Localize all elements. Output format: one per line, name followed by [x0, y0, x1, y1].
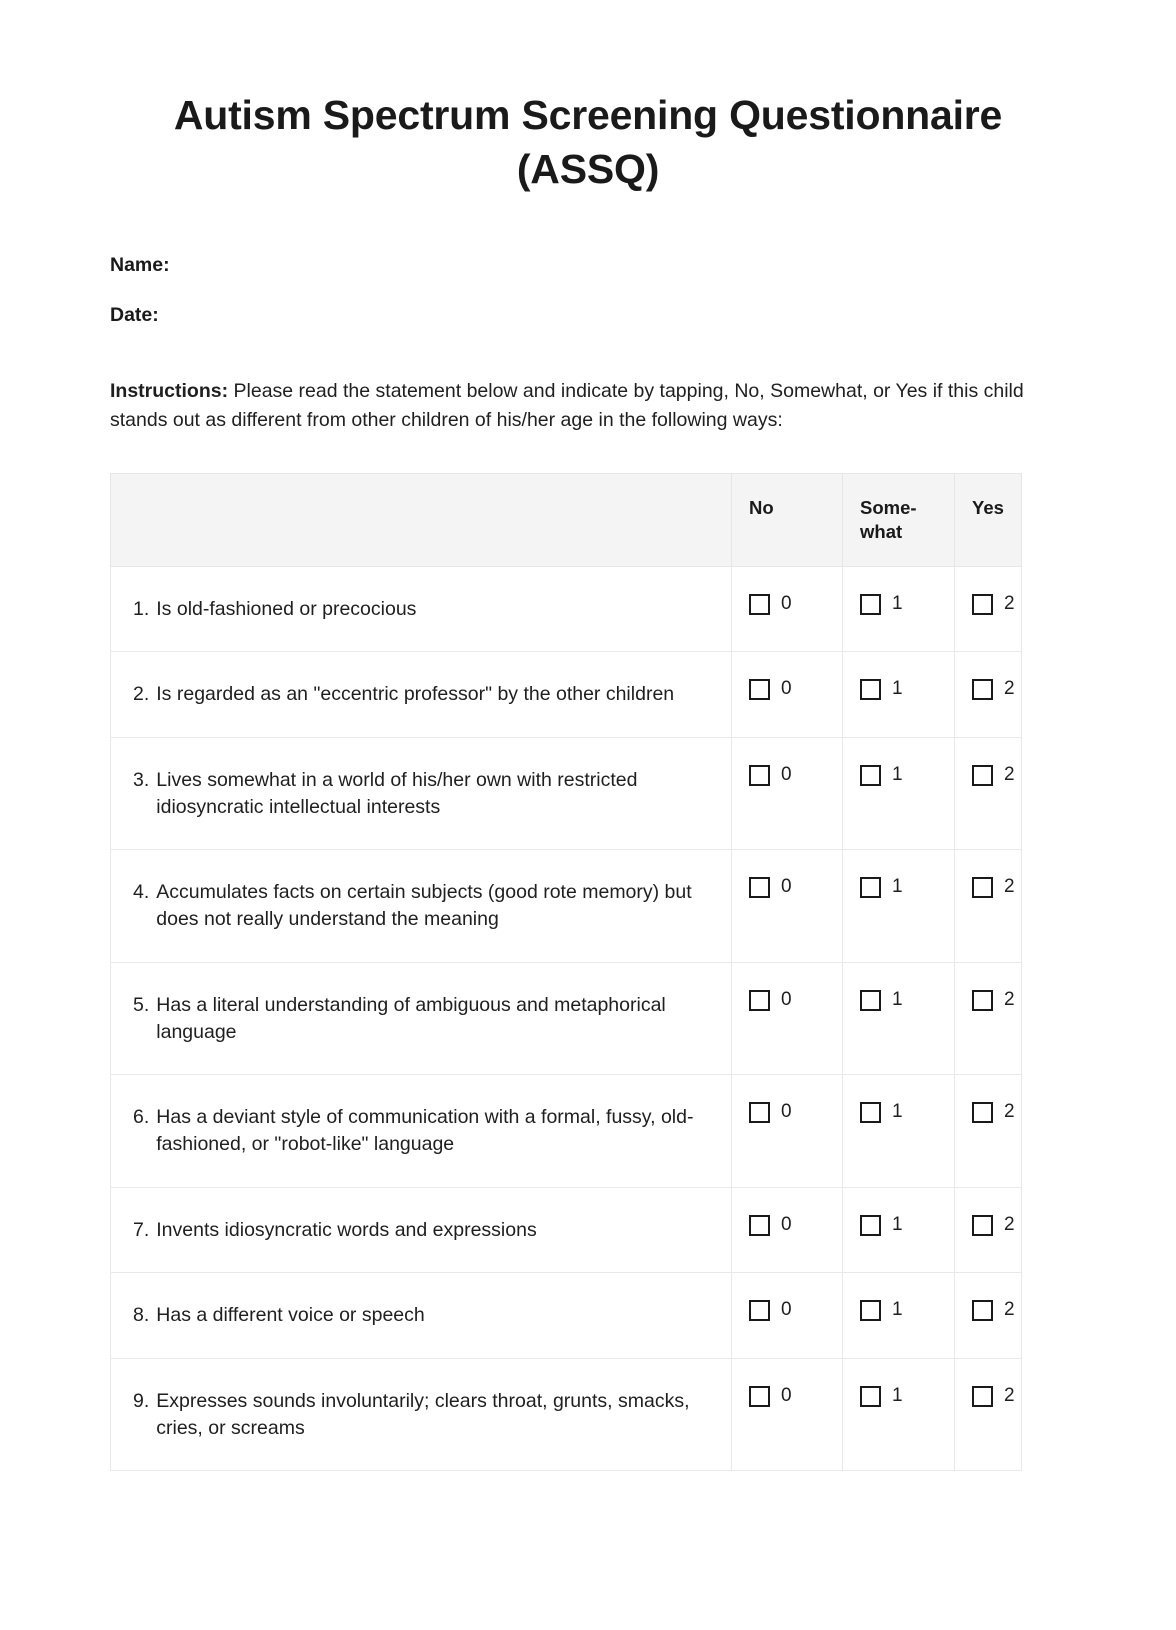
- column-header-yes: Yes: [955, 473, 1022, 566]
- option-somewhat[interactable]: [860, 1102, 903, 1123]
- question-line: [133, 767, 709, 820]
- question-text: Accumulates facts on certain subjects (good rote memory) but does not really understand the meaning: [156, 881, 692, 931]
- score-label-somewhat: 1: [892, 988, 903, 1010]
- checkbox-yes[interactable]: [972, 990, 993, 1011]
- option-no[interactable]: [749, 1300, 792, 1321]
- score-label-somewhat: 1: [892, 764, 903, 786]
- checkbox-somewhat[interactable]: [860, 765, 881, 786]
- option-somewhat[interactable]: [860, 679, 903, 700]
- score-label-somewhat: 1: [892, 1213, 903, 1235]
- checkbox-no[interactable]: [749, 1215, 770, 1236]
- score-label-somewhat: 1: [892, 1385, 903, 1407]
- option-no[interactable]: [749, 990, 792, 1011]
- option-cell-no[interactable]: [732, 738, 843, 850]
- option-somewhat[interactable]: [860, 1215, 903, 1236]
- option-cell-no[interactable]: [732, 1075, 843, 1187]
- question-cell: [111, 850, 732, 962]
- option-somewhat[interactable]: [860, 1300, 903, 1321]
- option-somewhat[interactable]: [860, 594, 903, 615]
- score-label-yes: 2: [1004, 988, 1015, 1010]
- option-yes[interactable]: [972, 1215, 1015, 1236]
- option-yes[interactable]: [972, 1102, 1015, 1123]
- option-somewhat[interactable]: [860, 765, 903, 786]
- question-text: Lives somewhat in a world of his/her own with restricted idiosyncratic intellectual interests: [156, 769, 638, 818]
- checkbox-yes[interactable]: [972, 1215, 993, 1236]
- table-header: [111, 473, 1022, 566]
- question-text: Invents idiosyncratic words and expressions: [156, 1218, 537, 1241]
- option-cell-no[interactable]: [732, 1273, 843, 1359]
- option-no[interactable]: [749, 877, 792, 898]
- option-cell-somewhat[interactable]: [843, 652, 955, 738]
- checkbox-yes[interactable]: [972, 1300, 993, 1321]
- option-cell-somewhat[interactable]: [843, 962, 955, 1074]
- option-yes[interactable]: [972, 679, 1015, 700]
- option-cell-somewhat[interactable]: [843, 738, 955, 850]
- column-header-question: [111, 473, 732, 566]
- question-line: [133, 879, 709, 932]
- question-line: [133, 1104, 709, 1157]
- score-label-no: 0: [781, 1101, 792, 1123]
- question-line: [133, 992, 709, 1045]
- table-body: [111, 566, 1022, 1471]
- option-cell-yes[interactable]: [955, 652, 1022, 738]
- option-cell-yes[interactable]: [955, 738, 1022, 850]
- question-line: [133, 1388, 709, 1441]
- question-cell: [111, 1075, 732, 1187]
- score-label-yes: 2: [1004, 1299, 1015, 1321]
- score-label-no: 0: [781, 1385, 792, 1407]
- checkbox-somewhat[interactable]: [860, 679, 881, 700]
- score-label-no: 0: [781, 876, 792, 898]
- question-number: 4.: [133, 881, 150, 904]
- question-number: 6.: [133, 1106, 150, 1129]
- table-row: [111, 738, 1022, 850]
- question-number: 7.: [133, 1218, 150, 1241]
- option-yes[interactable]: [972, 877, 1015, 898]
- table-header-row: [111, 473, 1022, 566]
- option-cell-somewhat[interactable]: [843, 566, 955, 652]
- score-label-no: 0: [781, 678, 792, 700]
- option-cell-somewhat[interactable]: [843, 850, 955, 962]
- question-cell: [111, 1187, 732, 1273]
- question-text: Has a different voice or speech: [156, 1304, 425, 1327]
- checkbox-somewhat[interactable]: [860, 877, 881, 898]
- page-title: Autism Spectrum Screening Questionnaire (ASSQ): [173, 92, 1003, 193]
- option-cell-somewhat[interactable]: [843, 1187, 955, 1273]
- question-text: Is old-fashioned or precocious: [156, 597, 417, 620]
- checkbox-no[interactable]: [749, 679, 770, 700]
- option-no[interactable]: [749, 679, 792, 700]
- score-label-yes: 2: [1004, 592, 1015, 614]
- option-somewhat[interactable]: [860, 990, 903, 1011]
- score-label-yes: 2: [1004, 678, 1015, 700]
- question-number: 9.: [133, 1390, 150, 1413]
- option-no[interactable]: [749, 1215, 792, 1236]
- checkbox-no[interactable]: [749, 1300, 770, 1321]
- checkbox-no[interactable]: [749, 1102, 770, 1123]
- option-cell-yes[interactable]: [955, 850, 1022, 962]
- option-yes[interactable]: [972, 1386, 1015, 1407]
- assq-question-table: [110, 473, 1022, 1472]
- option-no[interactable]: [749, 1102, 792, 1123]
- score-label-yes: 2: [1004, 1101, 1015, 1123]
- score-label-somewhat: 1: [892, 592, 903, 614]
- question-number: 1.: [133, 597, 150, 620]
- instructions-paragraph: [110, 377, 1035, 434]
- checkbox-no[interactable]: [749, 1386, 770, 1407]
- question-cell: [111, 962, 732, 1074]
- score-label-no: 0: [781, 764, 792, 786]
- checkbox-no[interactable]: [749, 990, 770, 1011]
- table-row: [111, 962, 1022, 1074]
- score-label-no: 0: [781, 988, 792, 1010]
- option-no[interactable]: [749, 594, 792, 615]
- option-cell-yes[interactable]: [955, 566, 1022, 652]
- column-header-somewhat: Some-what: [843, 473, 955, 566]
- question-cell: [111, 1273, 732, 1359]
- checkbox-yes[interactable]: [972, 594, 993, 615]
- option-no[interactable]: [749, 1386, 792, 1407]
- option-cell-yes[interactable]: [955, 1075, 1022, 1187]
- option-no[interactable]: [749, 765, 792, 786]
- table-row: [111, 1273, 1022, 1359]
- table-row: [111, 850, 1022, 962]
- option-somewhat[interactable]: [860, 877, 903, 898]
- checkbox-somewhat[interactable]: [860, 990, 881, 1011]
- option-somewhat[interactable]: [860, 1386, 903, 1407]
- table-row: [111, 1075, 1022, 1187]
- question-text: Expresses sounds involuntarily; clears throat, grunts, smacks, cries, or screams: [156, 1390, 690, 1439]
- date-field-label: Date:: [110, 304, 159, 327]
- score-label-yes: 2: [1004, 764, 1015, 786]
- score-label-yes: 2: [1004, 1385, 1015, 1407]
- question-line: [133, 1302, 709, 1329]
- option-cell-somewhat[interactable]: [843, 1359, 955, 1471]
- score-label-no: 0: [781, 1299, 792, 1321]
- option-cell-somewhat[interactable]: [843, 1273, 955, 1359]
- checkbox-yes[interactable]: [972, 877, 993, 898]
- checkbox-yes[interactable]: [972, 1102, 993, 1123]
- score-label-somewhat: 1: [892, 678, 903, 700]
- score-label-somewhat: 1: [892, 1299, 903, 1321]
- question-text: Is regarded as an "eccentric professor" by the other children: [156, 683, 675, 706]
- score-label-no: 0: [781, 592, 792, 614]
- table-row: [111, 566, 1022, 652]
- checkbox-yes[interactable]: [972, 1386, 993, 1407]
- question-text: Has a literal understanding of ambiguous and metaphorical language: [156, 993, 666, 1043]
- option-cell-no[interactable]: [732, 962, 843, 1074]
- option-yes[interactable]: [972, 765, 1015, 786]
- score-label-yes: 2: [1004, 876, 1015, 898]
- question-number: 3.: [133, 769, 150, 792]
- checkbox-no[interactable]: [749, 877, 770, 898]
- score-label-somewhat: 1: [892, 876, 903, 898]
- checkbox-yes[interactable]: [972, 679, 993, 700]
- option-cell-yes[interactable]: [955, 1359, 1022, 1471]
- checkbox-no[interactable]: [749, 594, 770, 615]
- option-cell-no[interactable]: [732, 850, 843, 962]
- question-cell: [111, 1359, 732, 1471]
- checkbox-somewhat[interactable]: [860, 1300, 881, 1321]
- option-cell-no[interactable]: [732, 566, 843, 652]
- option-yes[interactable]: [972, 990, 1015, 1011]
- table-row: [111, 1359, 1022, 1471]
- checkbox-yes[interactable]: [972, 765, 993, 786]
- option-cell-somewhat[interactable]: [843, 1075, 955, 1187]
- option-cell-no[interactable]: [732, 1187, 843, 1273]
- name-field-label: Name:: [110, 254, 170, 277]
- question-text: Has a deviant style of communication with a formal, fussy, old-fashioned, or "robot-like" language: [156, 1106, 694, 1155]
- question-cell: [111, 652, 732, 738]
- table-row: [111, 1187, 1022, 1273]
- checkbox-somewhat[interactable]: [860, 1386, 881, 1407]
- instructions-label: Instructions:: [110, 380, 229, 403]
- checkbox-somewhat[interactable]: [860, 1215, 881, 1236]
- score-label-no: 0: [781, 1213, 792, 1235]
- checkbox-no[interactable]: [749, 765, 770, 786]
- question-number: 5.: [133, 993, 150, 1016]
- option-cell-no[interactable]: [732, 652, 843, 738]
- option-cell-no[interactable]: [732, 1359, 843, 1471]
- question-cell: [111, 566, 732, 652]
- score-label-yes: 2: [1004, 1213, 1015, 1235]
- instructions-text: Please read the statement below and indicate by tapping, No, Somewhat, or Yes if this child stands out as different from other children of his/her age in the following ways:: [110, 380, 1024, 431]
- question-line: [133, 681, 709, 708]
- question-number: 8.: [133, 1304, 150, 1327]
- question-number: 2.: [133, 683, 150, 706]
- option-yes[interactable]: [972, 594, 1015, 615]
- question-line: [133, 596, 709, 623]
- option-cell-yes[interactable]: [955, 962, 1022, 1074]
- option-yes[interactable]: [972, 1300, 1015, 1321]
- table-row: [111, 652, 1022, 738]
- score-label-somewhat: 1: [892, 1101, 903, 1123]
- option-cell-yes[interactable]: [955, 1187, 1022, 1273]
- option-cell-yes[interactable]: [955, 1273, 1022, 1359]
- checkbox-somewhat[interactable]: [860, 1102, 881, 1123]
- checkbox-somewhat[interactable]: [860, 594, 881, 615]
- column-header-no: No: [732, 473, 843, 566]
- question-line: [133, 1217, 709, 1244]
- question-cell: [111, 738, 732, 850]
